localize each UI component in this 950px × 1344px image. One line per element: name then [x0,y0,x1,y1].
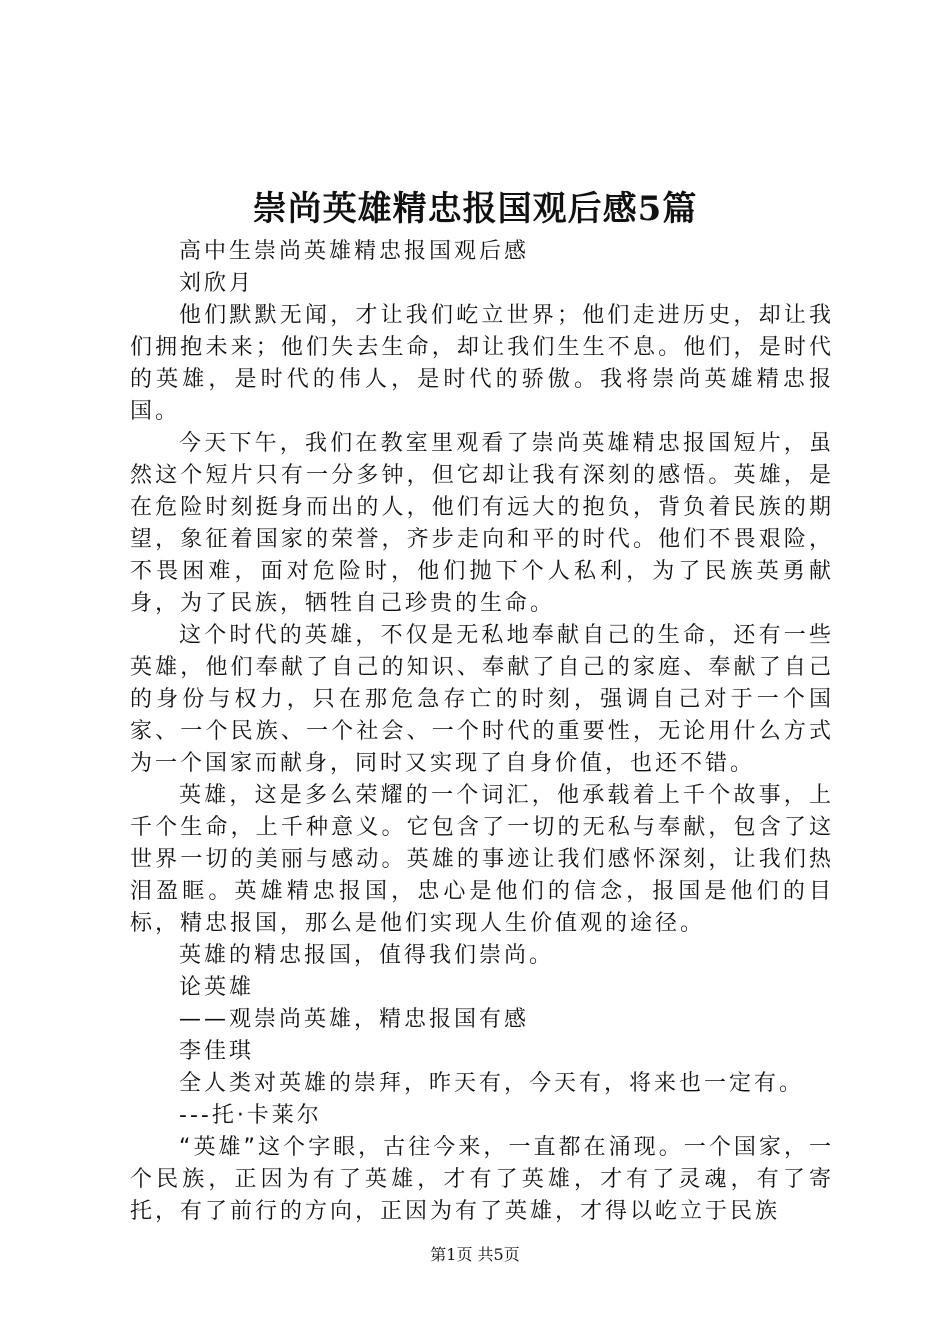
paragraph-6: “英雄”这个字眼，古往今来，一直都在涌现。一个国家，一个民族，正因为有了英雄，才有了英雄，才有了灵魂，有了寄托，有了前行的方向，正因为有了英雄，才得以屹立于民族 [130,1135,834,1224]
document-title: 崇尚英雄精忠报国观后感5篇 [252,189,698,229]
quote-attribution: ---托·卡莱尔 [179,1103,322,1128]
paragraph-1: 他们默默无闻，才让我们屹立世界；他们走进历史，却让我们拥抱未来；他们失去生命，却让我们生生不息。他们，是时代的英雄，是时代的伟人，是时代的骄傲。我将崇尚英雄精忠报国。 [130,303,834,424]
paragraph-4: 英雄，这是多么荣耀的一个词汇，他承载着上千个故事，上千个生命，上千种意义。它包含了一切的无私与奉献，包含了这世界一切的美丽与感动。英雄的事迹让我们感怀深刻，让我们热泪盈眶。英雄精忠报国，忠心是他们的信念，报国是他们的目标，精忠报国，那么是他们实现人生价值观的途径。 [130,783,834,936]
author-1: 刘欣月 [179,271,255,296]
paragraph-5: 英雄的精忠报国，值得我们崇尚。 [179,943,555,968]
paragraph-3: 这个时代的英雄，不仅是无私地奉献自己的生命，还有一些英雄，他们奉献了自己的知识、奉献了自己的家庭、奉献了自己的身份与权力，只在那危急存亡的时刻，强调自己对于一个国家、一个民族、一个社会、一个时代的重要性，无论用什么方式为一个国家而献身，同时又实现了自身价值，也还不错。 [130,623,834,776]
subtitle-1: 高中生崇尚英雄精忠报国观后感 [179,239,530,264]
document-body [130,236,834,1228]
quote: 全人类对英雄的崇拜，昨天有，今天有，将来也一定有。 [179,1071,805,1096]
paragraph-2: 今天下午，我们在教室里观看了崇尚英雄精忠报国短片，虽然这个短片只有一分多钟，但它却让我有深刻的感悟。英雄，是在危险时刻挺身而出的人，他们有远大的抱负，背负着民族的期望，象征着国家的荣誉，齐步走向和平的时代。他们不畏艰险，不畏困难，面对危险时，他们抛下个人私利，为了民族英勇献身，为了民族，牺牲自己珍贵的生命。 [130,431,834,616]
subtitle-2-sub: ——观崇尚英雄，精忠报国有感 [179,1007,530,1032]
author-2: 李佳琪 [179,1039,255,1064]
page-footer: 第1页 共5页 [430,1245,520,1264]
subtitle-2: 论英雄 [179,975,255,1000]
